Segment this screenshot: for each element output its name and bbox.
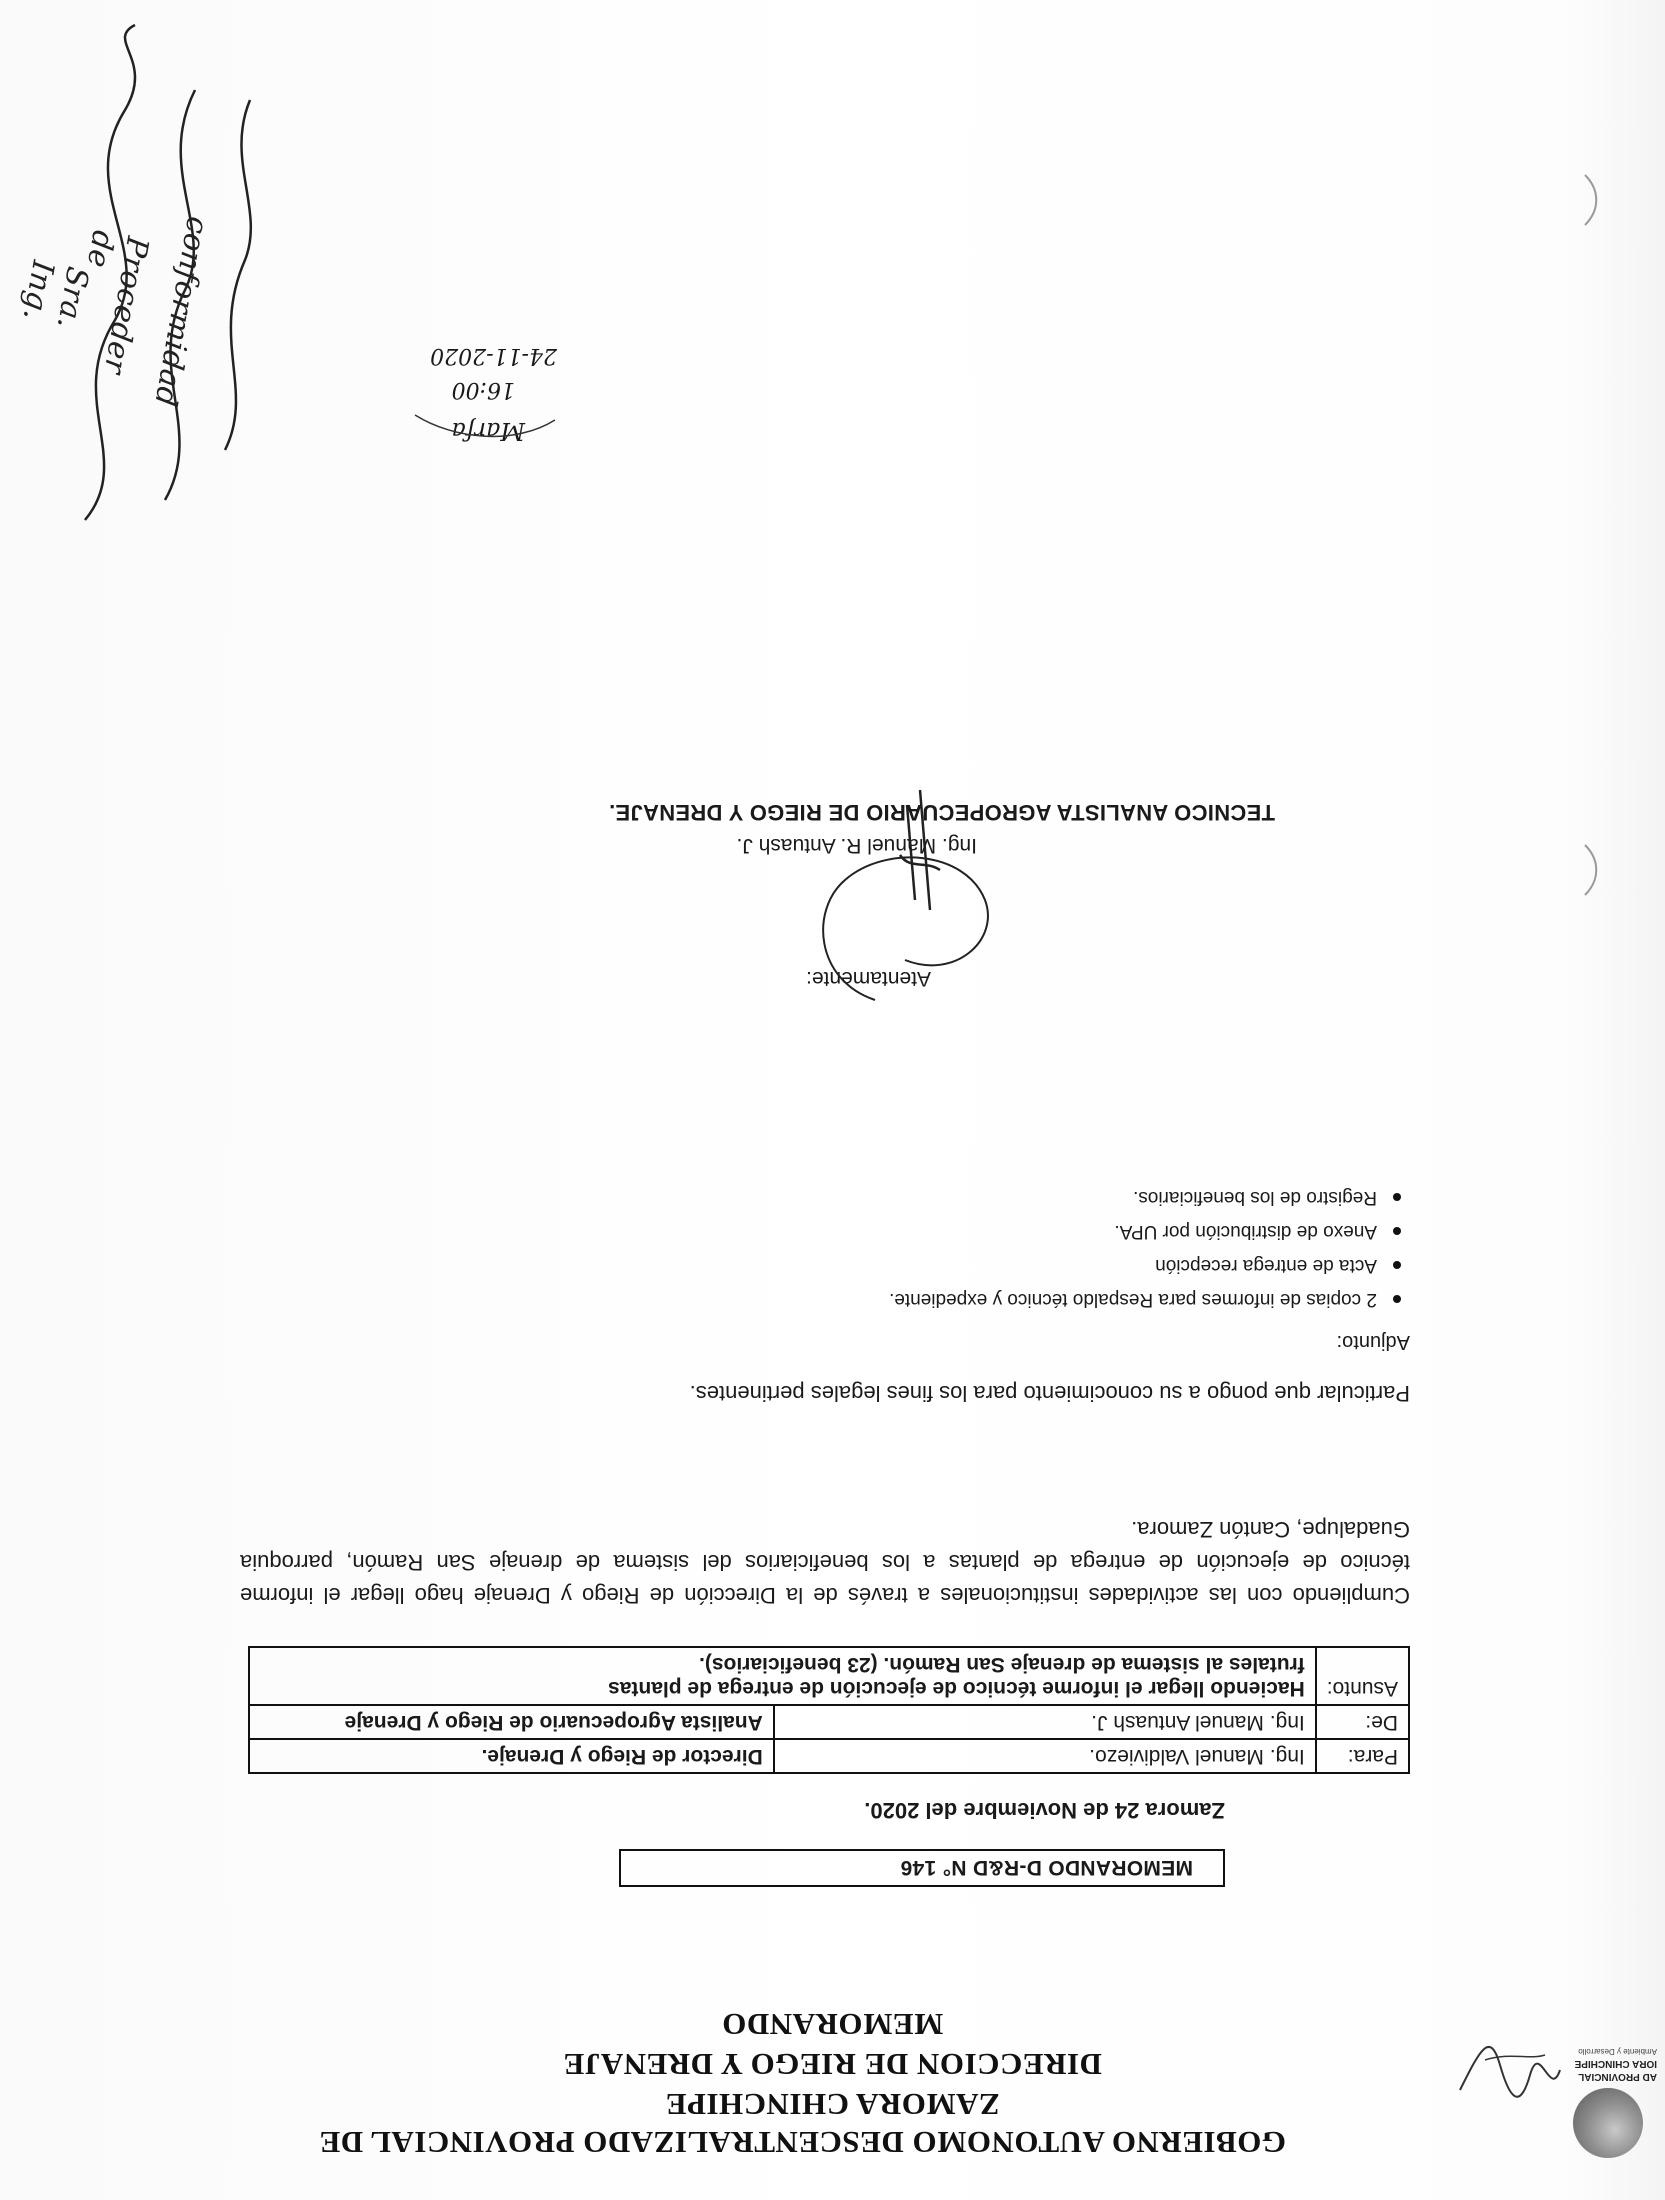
received-time: 16:00 bbox=[451, 377, 515, 402]
scan-mark bbox=[1575, 840, 1605, 900]
margin-note-line3: conformidad bbox=[147, 213, 215, 410]
header-institution: GOBIERNO AUTONOMO DESCENTRALIZADO PROVINCIAL DE bbox=[319, 2125, 1286, 2160]
body-paragraph-1: Cumpliendo con las actividades institucionales a través de la Dirección de Riego y Drenaje hago llegar el informe técnico de ejecución de entrega de plantas a los beneficiarios del sistema de drenaje San Ramón, parroquia Guadalupe, Cantón Zamora. bbox=[240, 1517, 1410, 1608]
attachment-item-text: Registro de los beneficiarios. bbox=[1133, 1187, 1377, 1208]
attachment-item-text: 2 copias de informes para Respaldo técnico y expediente. bbox=[889, 1289, 1377, 1310]
body-paragraph-2: Particular que pongo a su conocimiento para los fines legales pertinentes. bbox=[689, 1381, 1410, 1406]
table-row-para bbox=[249, 1739, 1409, 1773]
sender-role: Analista Agropecuario de Riego y Drenaje bbox=[249, 1705, 774, 1739]
attachment-item bbox=[1114, 1220, 1377, 1242]
bullet-icon bbox=[1393, 1261, 1401, 1269]
received-date: 24-11-2020 bbox=[430, 343, 557, 368]
memo-date: Zamora 24 de Noviembre del 2020. bbox=[864, 1798, 1225, 1823]
header-province: ZAMORA CHINCHIPE bbox=[665, 2087, 1000, 2122]
subject-line-2: frutales al sistema de drenaje San Ramón. (23 beneficiarios). bbox=[699, 1653, 1305, 1676]
margin-note-line1: Sra. Ing. bbox=[15, 257, 95, 332]
header-department: DIRECCION DE RIEGO Y DRENAJE bbox=[563, 2047, 1102, 2082]
logo-caption-line3: Ambiente y Desarrollo bbox=[1578, 2047, 1657, 2056]
memo-header-table bbox=[248, 1646, 1410, 1774]
attachment-item-text: Acta de entrega recepción bbox=[1155, 1255, 1377, 1276]
scan-mark bbox=[1575, 170, 1605, 230]
memo-number-box: MEMORANDO D-R&D N° 146 bbox=[619, 1849, 1225, 1887]
subject-cell bbox=[249, 1647, 1316, 1705]
attachment-item bbox=[889, 1288, 1377, 1310]
table-row-asunto bbox=[249, 1647, 1409, 1705]
subject-line-1: Haciendo llegar el informe técnico de ejecución de entrega de plantas bbox=[608, 1677, 1305, 1700]
margin-note-line2: Proceder de bbox=[79, 227, 155, 377]
sender-name: Ing. Manuel Antuash J. bbox=[774, 1705, 1316, 1739]
received-initials: Marfa bbox=[451, 417, 525, 445]
attachment-item bbox=[1155, 1254, 1377, 1276]
label-de: De: bbox=[1316, 1705, 1409, 1739]
bullet-icon bbox=[1393, 1227, 1401, 1235]
logo-caption-line2: IORA CHINCHIPE bbox=[1574, 2058, 1657, 2069]
label-asunto: Asunto: bbox=[1316, 1647, 1409, 1705]
attachment-item bbox=[1133, 1186, 1377, 1208]
bullet-icon bbox=[1393, 1193, 1401, 1201]
bullet-icon bbox=[1393, 1295, 1401, 1303]
label-para: Para: bbox=[1316, 1739, 1409, 1773]
signer-title: TECNICO ANALISTA AGROPECUARIO DE RIEGO Y DRENAJE. bbox=[608, 800, 1275, 825]
signer-name: Ing. Manuel R. Antuash J. bbox=[736, 834, 977, 857]
attachment-item-text: Anexo de distribución por UPA. bbox=[1114, 1221, 1377, 1242]
table-row-de bbox=[249, 1705, 1409, 1739]
received-scribble bbox=[395, 310, 575, 450]
header-document-type: MEMORANDO bbox=[721, 2007, 944, 2042]
recipient-role: Director de Riego y Drenaje. bbox=[249, 1739, 774, 1773]
logo-caption-line1: AD PROVINCIAL bbox=[1578, 2071, 1657, 2082]
attachments-title: Adjunto: bbox=[1336, 1331, 1410, 1353]
closing-salutation: Atentamente: bbox=[806, 967, 931, 990]
recipient-name: Ing. Manuel Valdiviezo. bbox=[774, 1739, 1316, 1773]
